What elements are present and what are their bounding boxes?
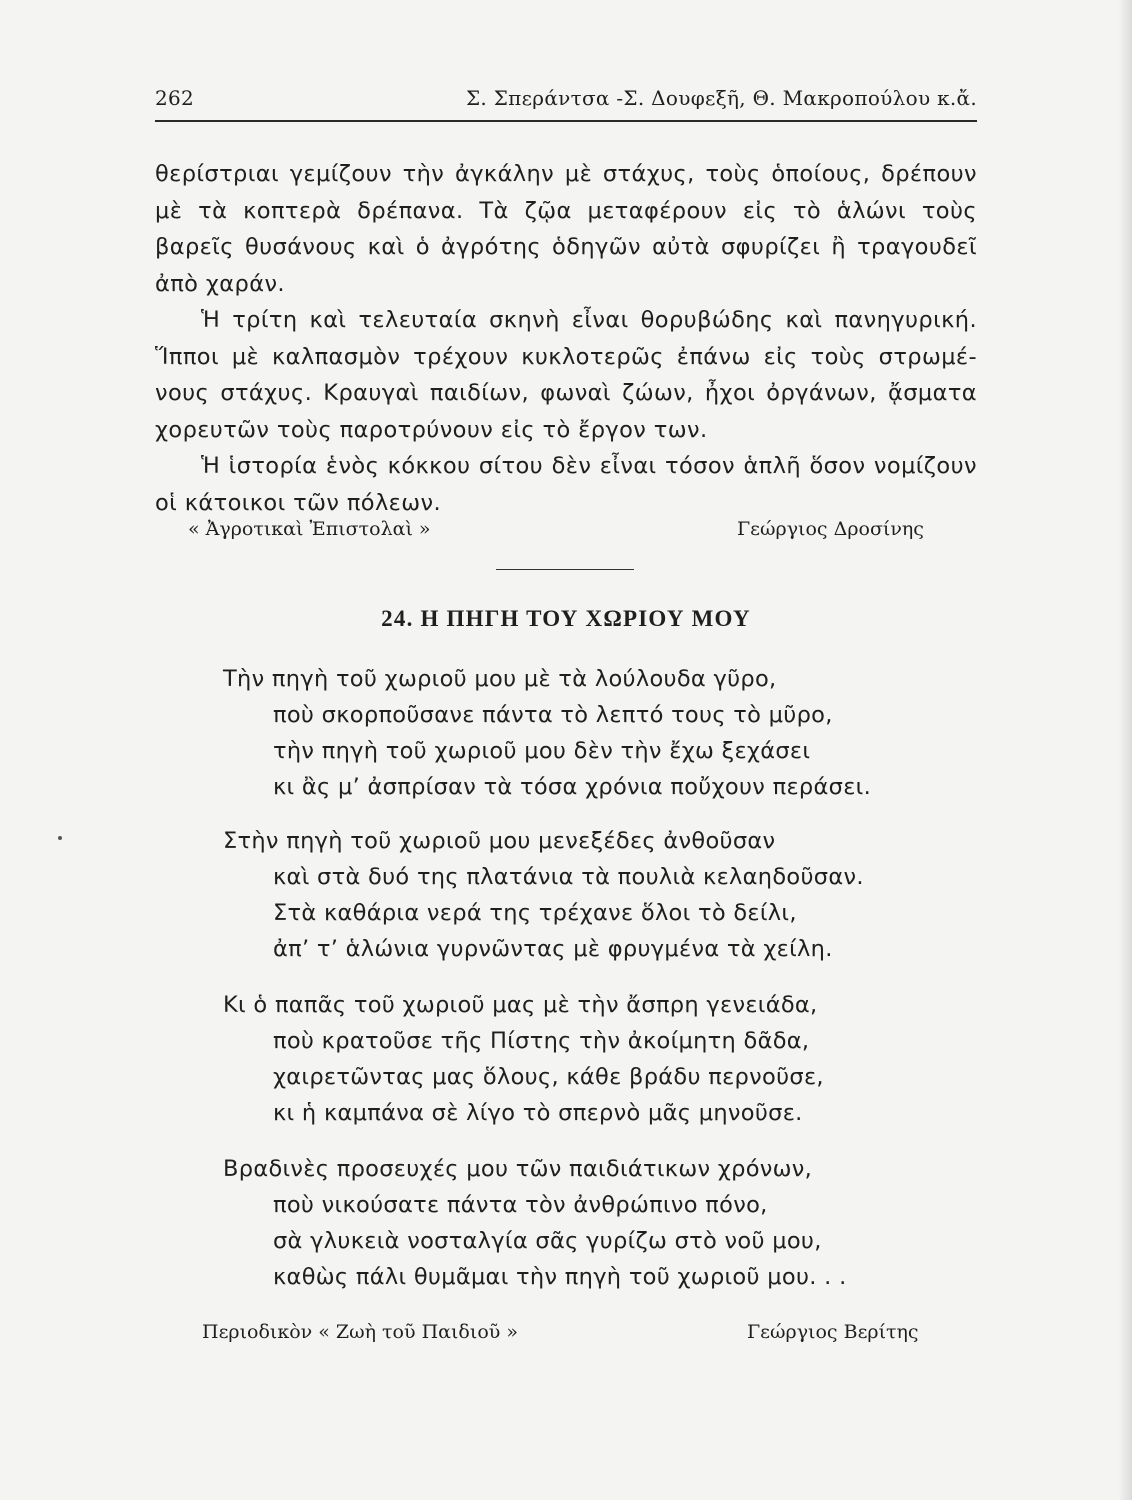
source-citation: « Ἀγροτικαὶ Ἐπιστολαὶ » (188, 518, 431, 540)
source-citation: Περιοδικὸν « Ζωὴ τοῦ Παιδιοῦ » (202, 1321, 518, 1343)
section-separator (496, 569, 634, 570)
prose-line: ἀπὸ χαράν. (155, 270, 285, 297)
page-number: 262 (155, 86, 195, 110)
poem-verse: ποὺ κρατοῦσε τῆς Πίστης τὴν ἀκοίμητη δᾶδα, (273, 1028, 810, 1054)
prose-line: οἱ κάτοικοι τῶν πόλεων. (155, 489, 442, 516)
poem-verse: Τὴν πηγὴ τοῦ χωριοῦ μου μὲ τὰ λούλουδα γῦρο, (223, 666, 777, 692)
poem-verse: τὴν πηγὴ τοῦ χωριοῦ μου δὲν τὴν ἔχω ξεχάσει (273, 738, 811, 764)
running-title: Σ. Σπεράντσα -Σ. Δουφεξῆ, Θ. Μακροπούλου κ.ἄ. (465, 86, 977, 110)
header-rule (155, 120, 977, 122)
prose-paragraphs (155, 156, 977, 521)
page-edge-shadow (1118, 0, 1132, 1500)
poem-verse: χαιρετῶντας μας ὅλους, κάθε βράδυ περνοῦσε, (273, 1064, 824, 1090)
poem-verse: σὰ γλυκειὰ νοσταλγία σᾶς γυρίζω στὸ νοῦ μου, (273, 1228, 822, 1254)
poem-verse: Στὰ καθάρια νερά της τρέχανε ὅλοι τὸ δείλι, (273, 900, 797, 926)
poem-verse: καθὼς πάλι θυμᾶμαι τὴν πηγὴ τοῦ χωριοῦ μου. . . (273, 1264, 847, 1290)
poem-verse: Βραδινὲς προσευχές μου τῶν παιδιάτικων χρόνων, (223, 1156, 813, 1182)
author-name: Γεώργιος Βερίτης (747, 1321, 919, 1343)
poem-verse: ποὺ σκορποῦσανε πάντα τὸ λεπτό τους τὸ μῦρο, (273, 702, 833, 728)
poem-verse: κι ἡ καμπάνα σὲ λίγο τὸ σπερνὸ μᾶς μηνοῦσε. (273, 1100, 803, 1126)
prose-line: Ἡ τρίτη καὶ τελευταία σκηνὴ εἶναι θορυβώδης καὶ πανηγυρική. (201, 307, 977, 333)
poem-verse: Κι ὁ παπᾶς τοῦ χωριοῦ μας μὲ τὴν ἄσπρη γενειάδα, (223, 992, 818, 1018)
prose-line: Ἵπποι μὲ καλπασμὸν τρέχουν κυκλοτερῶς ἐπάνω εἰς τοὺς στρωμέ- (155, 343, 977, 370)
prose-line: Ἡ ἱστορία ἑνὸς κόκκου σίτου δὲν εἶναι τόσον ἁπλῆ ὅσον νομίζουν (201, 453, 977, 479)
margin-speck (58, 836, 62, 840)
poem-verse: καὶ στὰ δυό της πλατάνια τὰ πουλιὰ κελαηδοῦσαν. (273, 864, 864, 890)
poem-verse: Στὴν πηγὴ τοῦ χωριοῦ μου μενεξέδες ἀνθοῦσαν (223, 828, 776, 854)
prose-line: θερίστριαι γεμίζουν τὴν ἀγκάλην μὲ στάχυς, τοὺς ὁποίους, δρέπουν (155, 161, 977, 187)
prose-line: βαρεῖς θυσάνους καὶ ὁ ἀγρότης ὁδηγῶν αὐτὰ σφυρίζει ἢ τραγουδεῖ (155, 234, 977, 260)
poem-title: 24. Η ΠΗΓΗ ΤΟΥ ΧΩΡΙΟΥ ΜΟΥ (381, 606, 751, 631)
prose-line: μὲ τὰ κοπτερὰ δρέπανα. Τὰ ζῷα μεταφέρουν εἰς τὸ ἁλώνι τοὺς (155, 197, 977, 224)
poem-verse: ἀπ’ τ’ ἁλώνια γυρνῶντας μὲ φρυγμένα τὰ χείλη. (273, 936, 833, 962)
author-name: Γεώργιος Δροσίνης (737, 518, 924, 540)
prose-line: νους στάχυς. Κραυγαὶ παιδίων, φωναὶ ζώων, ἦχοι ὀργάνων, ᾄσματα (155, 380, 977, 406)
prose-line: χορευτῶν τοὺς παροτρύνουν εἰς τὸ ἔργον των. (155, 416, 708, 443)
poem-verse: ποὺ νικούσατε πάντα τὸν ἀνθρώπινο πόνο, (273, 1192, 768, 1218)
poem-verse: κι ἂς μ’ ἀσπρίσαν τὰ τόσα χρόνια ποὔχουν περάσει. (273, 774, 872, 800)
